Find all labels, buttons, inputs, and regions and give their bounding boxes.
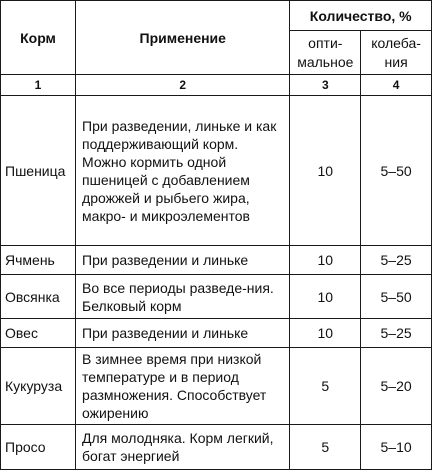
variation-value: 5–25 <box>361 319 432 348</box>
optimal-value: 5 <box>290 425 361 470</box>
header-optimal <box>290 31 361 75</box>
header-feed: Корм <box>1 1 76 75</box>
table-row <box>1 96 432 246</box>
column-number: 4 <box>361 75 432 96</box>
feed-name: Пшеница <box>1 96 76 246</box>
optimal-value: 10 <box>290 96 361 246</box>
feed-use: Во все периоды разведе-ния. Белковый корм <box>76 275 290 319</box>
feed-use: При разведении и линьке <box>76 246 290 275</box>
table-row <box>1 246 432 275</box>
feed-name: Просо <box>1 425 76 470</box>
column-number: 2 <box>76 75 290 96</box>
feed-use: В зимнее время при низкой температуре и в период размножения. Способствует ожирению <box>76 348 290 425</box>
feed-use: При разведении и линьке <box>76 319 290 348</box>
feed-name: Овсянка <box>1 275 76 319</box>
table-row <box>1 425 432 470</box>
column-number: 1 <box>1 75 76 96</box>
column-number: 3 <box>290 75 361 96</box>
optimal-value: 10 <box>290 319 361 348</box>
variation-value: 5–50 <box>361 96 432 246</box>
variation-value: 5–25 <box>361 246 432 275</box>
header-optimal-line1: опти- <box>308 34 343 51</box>
feed-name: Кукуруза <box>1 348 76 425</box>
header-optimal-line2: мальное <box>297 53 354 70</box>
optimal-value: 10 <box>290 275 361 319</box>
table-row <box>1 348 432 425</box>
header-quantity: Количество, % <box>290 1 432 31</box>
header-variation-line1: колеба- <box>371 34 421 51</box>
variation-value: 5–10 <box>361 425 432 470</box>
header-use: Применение <box>76 1 290 75</box>
feed-use: Для молодняка. Корм легкий, богат энергией <box>76 425 290 470</box>
table-row <box>1 275 432 319</box>
optimal-value: 10 <box>290 246 361 275</box>
column-number-row <box>1 75 432 96</box>
header-variation-line2: ния <box>384 53 408 70</box>
table-header <box>1 1 432 96</box>
feed-name: Овес <box>1 319 76 348</box>
variation-value: 5–20 <box>361 348 432 425</box>
header-variation <box>361 31 432 75</box>
optimal-value: 5 <box>290 348 361 425</box>
table-row <box>1 319 432 348</box>
feed-use: При разведении, линьке и как поддерживающий корм. Можно кормить одной пшеницей с добавлением дрожжей и рыбьего жира, макро- и микроэлементов <box>76 96 290 246</box>
variation-value: 5–50 <box>361 275 432 319</box>
feed-name: Ячмень <box>1 246 76 275</box>
